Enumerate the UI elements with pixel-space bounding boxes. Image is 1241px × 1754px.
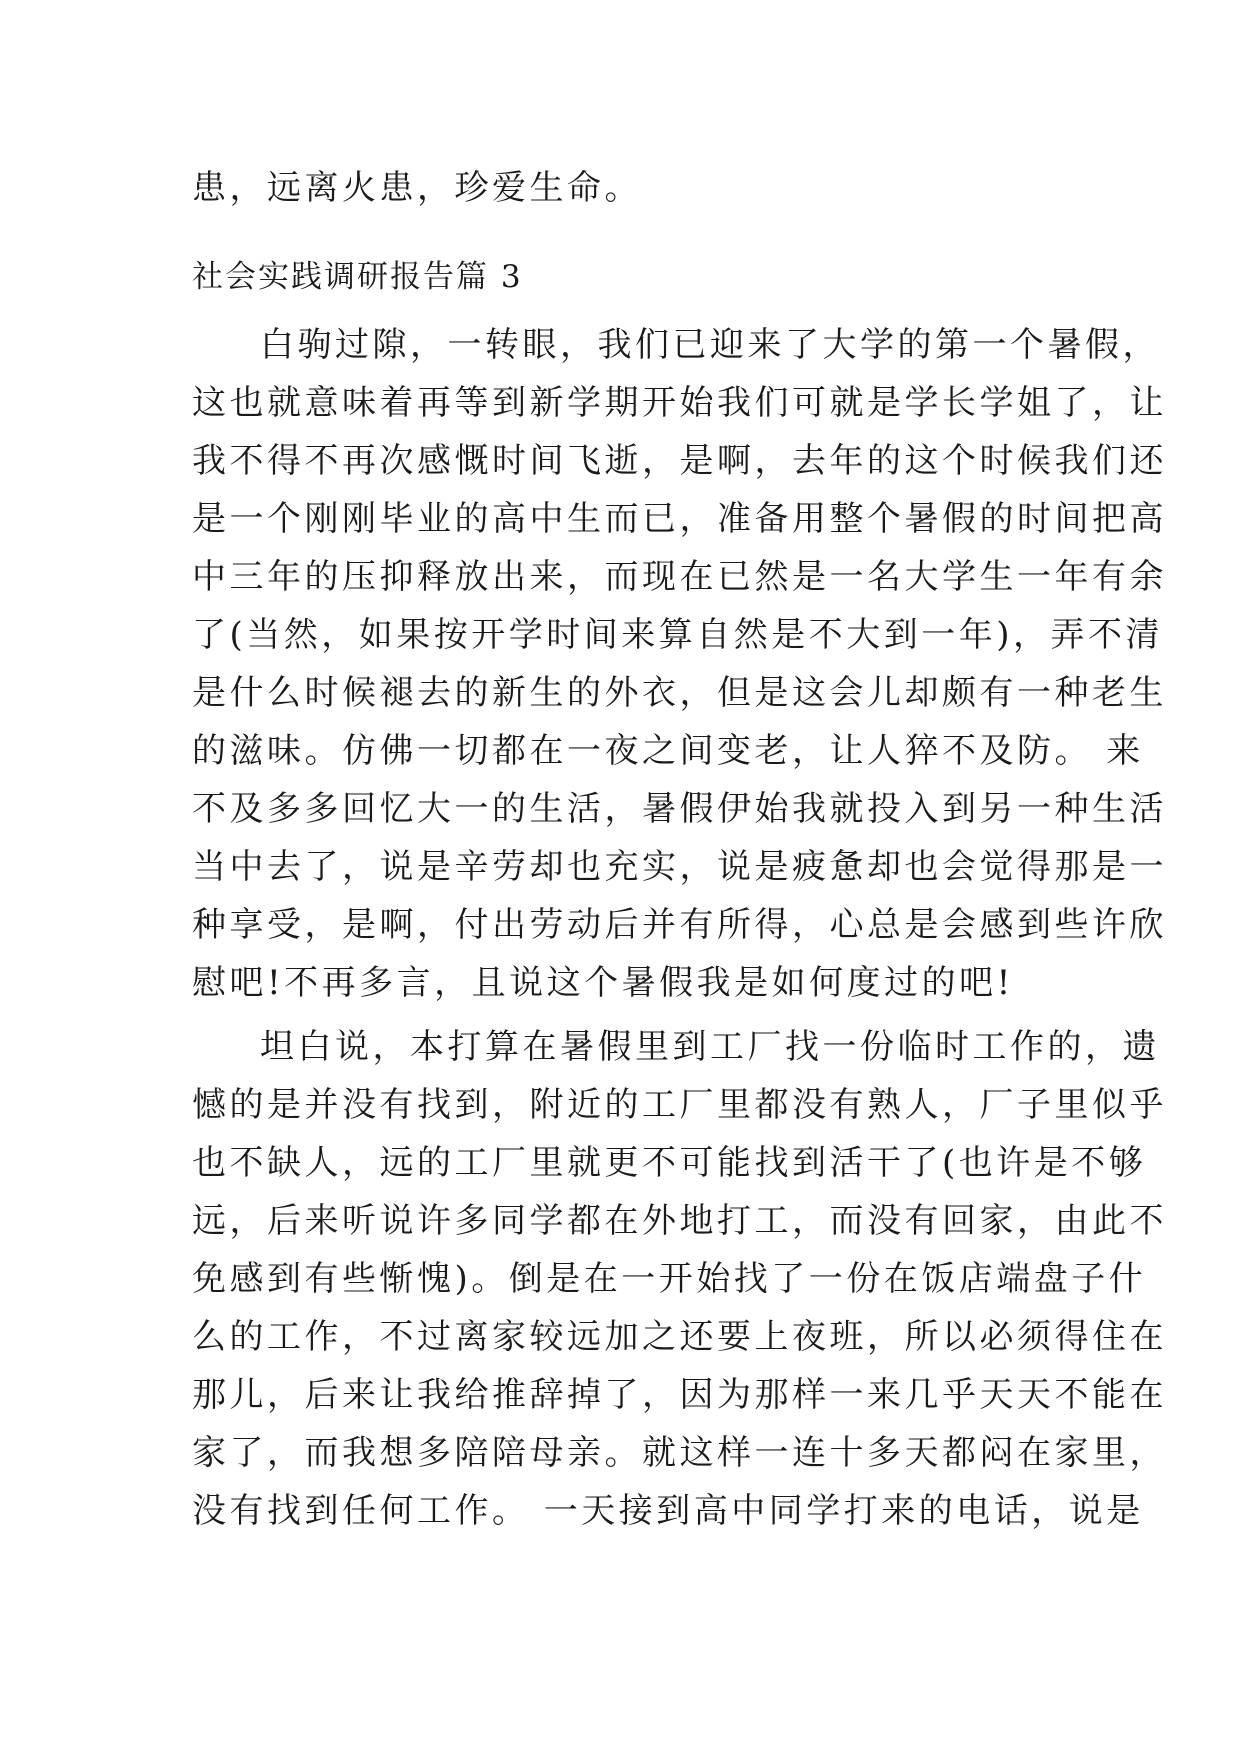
paragraph-1-line-6: 了(当然，如果按开学时间来算自然是不大到一年)，弄不清	[192, 615, 1164, 655]
paragraph-1-line-4: 是一个刚刚毕业的高中生而已，准备用整个暑假的时间把高	[192, 499, 1167, 539]
paragraph-2-line-8: 家了，而我想多陪陪母亲。就这样一连十多天都闷在家里，	[192, 1433, 1167, 1473]
paragraph-2-line-3: 也不缺人，远的工厂里就更不可能找到活干了(也许是不够	[192, 1143, 1147, 1183]
paragraph-1-line-11: 种享受，是啊，付出劳动后并有所得，心总是会感到些许欣	[192, 905, 1167, 945]
section-heading: 社会实践调研报告篇 3	[192, 259, 523, 295]
paragraph-1-line-9: 不及多多回忆大一的生活，暑假伊始我就投入到另一种生活	[192, 789, 1167, 829]
paragraph-2-line-5: 免感到有些惭愧)。倒是在一开始找了一份在饭店端盘子什	[192, 1259, 1147, 1299]
paragraph-1-line-3: 我不得不再次感慨时间飞逝，是啊，去年的这个时候我们还	[192, 441, 1167, 481]
paragraph-1-line-12: 慰吧!不再多言，且说这个暑假我是如何度过的吧!	[192, 963, 1014, 1003]
text-line-continuation: 患，远离火患，珍爱生命。	[192, 168, 642, 208]
paragraph-1-line-8: 的滋味。仿佛一切都在一夜之间变老，让人猝不及防。 来	[192, 731, 1144, 771]
paragraph-1-line-1: 白驹过隙，一转眼，我们已迎来了大学的第一个暑假，	[260, 325, 1160, 365]
paragraph-1-line-5: 中三年的压抑释放出来，而现在已然是一名大学生一年有余	[192, 557, 1167, 597]
paragraph-2-line-7: 那儿，后来让我给推辞掉了，因为那样一来几乎天天不能在	[192, 1375, 1167, 1415]
paragraph-1-line-2: 这也就意味着再等到新学期开始我们可就是学长学姐了，让	[192, 383, 1167, 423]
paragraph-1-line-7: 是什么时候褪去的新生的外衣，但是这会儿却颇有一种老生	[192, 673, 1167, 713]
paragraph-2-line-2: 憾的是并没有找到，附近的工厂里都没有熟人，厂子里似乎	[192, 1085, 1167, 1125]
paragraph-2-line-1: 坦白说，本打算在暑假里到工厂找一份临时工作的，遗	[260, 1027, 1160, 1067]
paragraph-1-line-10: 当中去了，说是辛劳却也充实，说是疲惫却也会觉得那是一	[192, 847, 1167, 887]
paragraph-2-line-9: 没有找到任何工作。 一天接到高中同学打来的电话，说是	[192, 1491, 1144, 1531]
paragraph-2-line-6: 么的工作，不过离家较远加之还要上夜班，所以必须得住在	[192, 1317, 1167, 1357]
paragraph-2-line-4: 远，后来听说许多同学都在外地打工，而没有回家，由此不	[192, 1201, 1167, 1241]
